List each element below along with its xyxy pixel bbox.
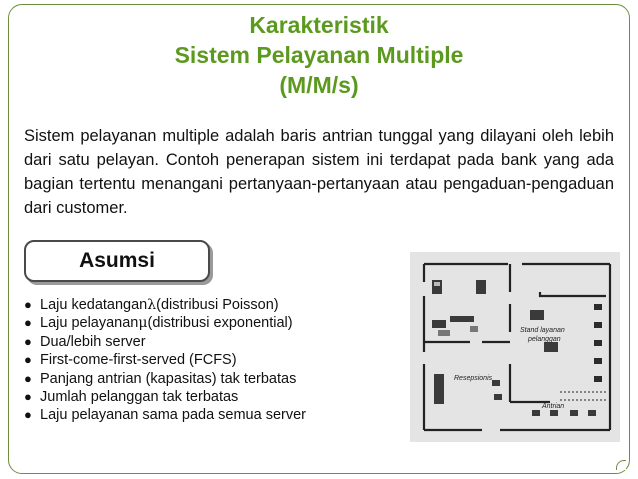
asumsi-heading: Asumsi (79, 249, 155, 272)
list-item: ● Dua/lebih server (24, 333, 146, 350)
bullet-icon: ● (24, 297, 32, 312)
list-item: ● Laju pelayanan μ (distribusi exponential) (24, 315, 293, 332)
list-item: ● Laju kedatangan λ (distribusi Poisson) (24, 297, 279, 313)
asumsi-heading-box (24, 240, 210, 282)
bullet-icon: ● (24, 389, 32, 405)
list-item: ● Panjang antrian (kapasitas) tak terbatas (24, 370, 297, 387)
queue-label: Antrian (542, 403, 565, 410)
list-item: ● Laju pelayanan sama pada semua server (24, 407, 306, 424)
mu-symbol: μ (138, 315, 148, 332)
bullet-icon: ● (24, 315, 32, 331)
bullet-icon: ● (24, 352, 32, 368)
bullet-icon: ● (24, 407, 32, 423)
title-line-2: Sistem Pelayanan Multiple (174, 42, 464, 68)
slide-title (0, 10, 638, 100)
bullet-icon: ● (24, 333, 32, 349)
bullet-icon: ● (24, 370, 32, 386)
list-item: ● Jumlah pelanggan tak terbatas (24, 389, 239, 406)
bank-floor-plan-image (410, 252, 620, 442)
intro-paragraph: Sistem pelayanan multiple adalah baris antrian tunggal yang dilayani oleh lebih dari satu pelayan. Contoh penerapan sistem ini terdapat pada bank yang ada bagian tertentu menangani pertanyaan-pertanyaan atau pengaduan-pengaduan dari customer. (24, 127, 614, 217)
stand-label-line-1: Stand layanan (520, 327, 565, 334)
title-line-1: Karakteristik (249, 12, 389, 38)
floor-plan-svg (410, 252, 620, 442)
stand-label-line-2: pelanggan (528, 336, 561, 343)
lambda-symbol: λ (147, 297, 157, 313)
title-line-3: (M/M/s) (279, 72, 359, 98)
reception-label: Resepsionis (454, 375, 493, 382)
list-item: ● First-come-first-served (FCFS) (24, 352, 237, 369)
assumption-list (24, 296, 384, 425)
page-curl-decoration (616, 460, 626, 470)
